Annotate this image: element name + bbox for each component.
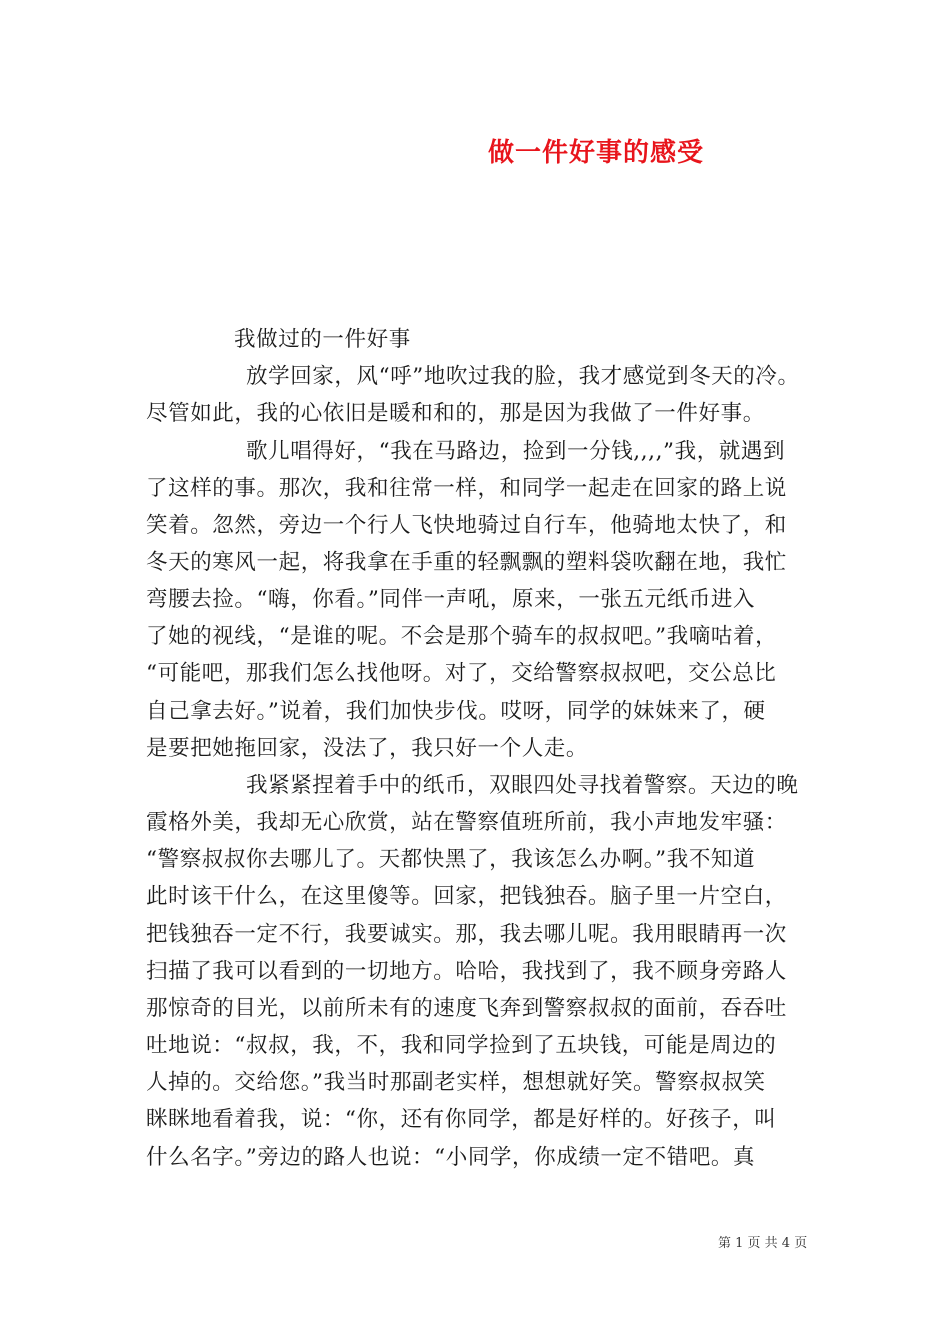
text-line: 笑着。忽然，旁边一个行人飞快地骑过自行车，他骑地太快了，和 [146,513,787,538]
text-line: 人掉的。交给您。”我当时那副老实样，想想就好笑。警察叔叔笑 [146,1070,766,1095]
text-line: 放学回家，风“呼”地吹过我的脸，我才感觉到冬天的冷。 [246,364,800,389]
text-line: “可能吧，那我们怎么找他呀。对了，交给警察叔叔吧，交公总比 [146,661,777,686]
page-number-footer: 第 1 页 共 4 页 [718,1236,808,1251]
text-line: 歌儿唱得好，“我在马路边，捡到一分钱,,,,”我，就遇到 [246,439,786,464]
text-line: 此时该干什么，在这里傻等。回家，把钱独吞。脑子里一片空白， [146,884,787,909]
document-title: 做一件好事的感受 [488,138,705,168]
text-line: 冬天的寒风一起，将我拿在手重的轻飘飘的塑料袋吹翻在地，我忙 [146,550,787,575]
text-line: 霞格外美，我却无心欣赏，站在警察值班所前，我小声地发牢骚： [146,810,787,835]
text-line: 那惊奇的目光，以前所未有的速度飞奔到警察叔叔的面前，吞吞吐 [146,996,787,1021]
text-line: 吐地说：“叔叔，我，不，我和同学捡到了五块钱，可能是周边的 [146,1033,777,1058]
text-line: 眯眯地看着我，说：“你，还有你同学，都是好样的。好孩子，叫 [146,1107,777,1132]
text-line: 把钱独吞一定不行，我要诚实。那，我去哪儿呢。我用眼睛再一次 [146,922,787,947]
text-line: 弯腰去捡。“嗨，你看。”同伴一声吼，原来，一张五元纸币进入 [146,587,756,612]
text-line: 自己拿去好。”说着，我们加快步伐。哎呀，同学的妹妹来了，硬 [146,699,766,724]
text-line: 是要把她拖回家，没法了，我只好一个人走。 [146,736,589,761]
text-line: 扫描了我可以看到的一切地方。哈哈，我找到了，我不顾身旁路人 [146,959,787,984]
text-line: “警察叔叔你去哪儿了。天都快黑了，我该怎么办啊。”我不知道 [146,847,756,872]
text-line: 什么名字。”旁边的路人也说：“小同学，你成绩一定不错吧。真 [146,1145,756,1170]
text-line: 我紧紧捏着手中的纸币，双眼四处寻找着警察。天边的晚 [246,773,799,798]
text-line: 我做过的一件好事 [234,327,411,352]
text-line: 了她的视线，“是谁的呢。不会是那个骑车的叔叔吧。”我嘀咕着， [146,624,778,649]
text-line: 了这样的事。那次，我和往常一样，和同学一起走在回家的路上说 [146,476,787,501]
text-line: 尽管如此，我的心依旧是暖和和的，那是因为我做了一件好事。 [146,401,765,426]
